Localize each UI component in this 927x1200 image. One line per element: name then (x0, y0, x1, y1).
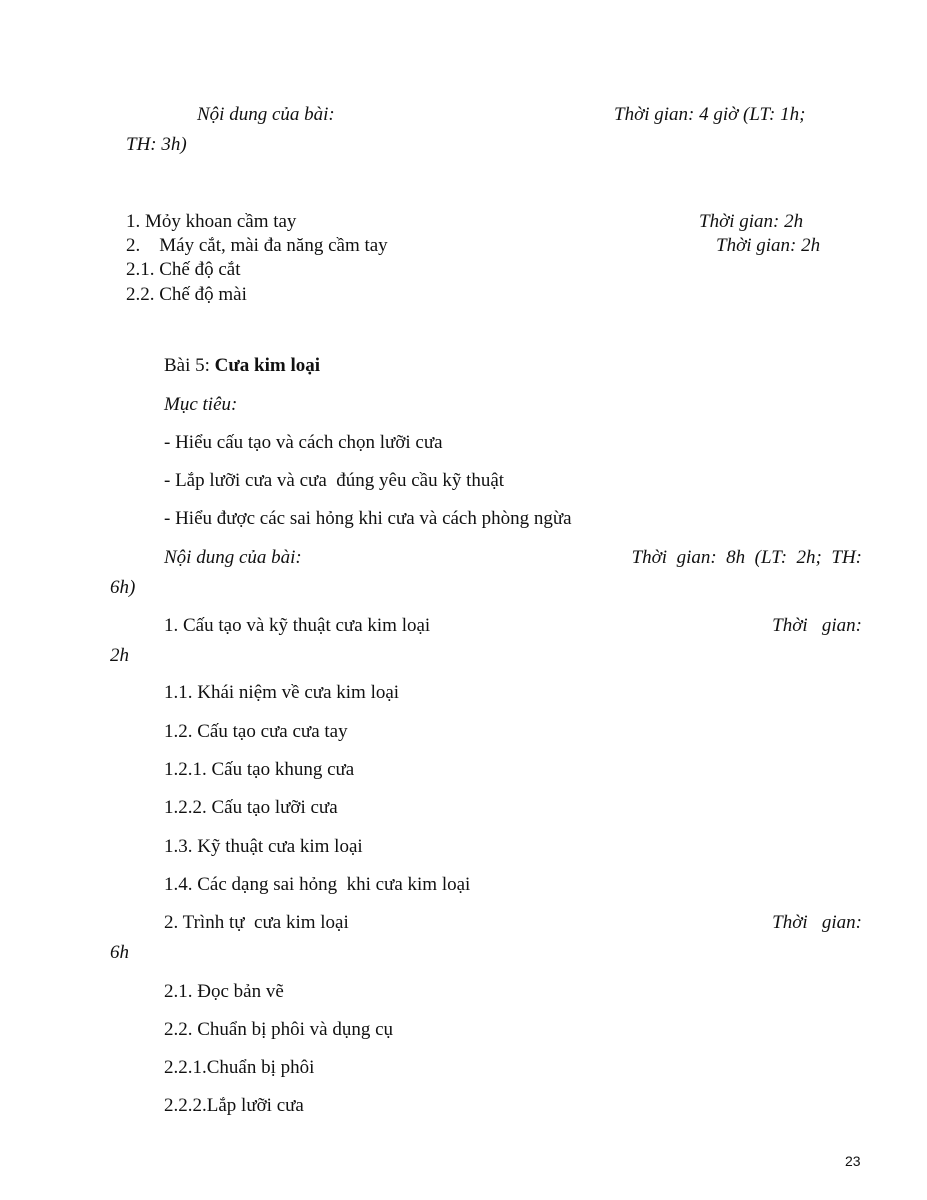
section1-time-cont: 2h (110, 645, 129, 666)
page-number: 23 (845, 1153, 861, 1169)
lesson4-time: Thời gian: 4 giờ (LT: 1h; (614, 104, 806, 125)
lesson4-item-time: Thời gian: 2h (699, 211, 804, 232)
section1-item: 1.2.1. Cấu tạo khung cưa (164, 759, 355, 780)
objective-item: - Lắp lưỡi cưa và cưa đúng yêu cầu kỹ thuật (164, 470, 505, 491)
lesson4-item-time: Thời gian: 2h (716, 235, 821, 256)
section1-item: 1.3. Kỹ thuật cưa kim loại (164, 836, 363, 857)
section1-item: 1.1. Khái niệm về cưa kim loại (164, 682, 400, 703)
lesson5-title-prefix: Bài 5: (164, 355, 215, 376)
lesson4-item: 2.2. Chế độ mài (126, 284, 247, 305)
objective-item: - Hiểu cấu tạo và cách chọn lưỡi cưa (164, 432, 443, 453)
section1-item: 1.4. Các dạng sai hỏng khi cưa kim loại (164, 874, 471, 895)
lesson5-title (164, 354, 320, 378)
section2-time: Thời gian: (772, 912, 862, 933)
lesson5-time-cont: 6h) (110, 577, 136, 598)
lesson4-time-cont: TH: 3h) (126, 134, 187, 155)
section1-item: 1.2.2. Cấu tạo lưỡi cưa (164, 797, 338, 818)
lesson5-time: Thời gian: 8h (LT: 2h; TH: (631, 547, 862, 568)
section2-item: 2.2.1.Chuẩn bị phôi (164, 1057, 315, 1078)
objectives-label: Mục tiêu: (164, 394, 238, 415)
lesson4-item: 2.1. Chế độ cắt (126, 259, 241, 280)
section1-time: Thời gian: (772, 615, 862, 636)
lesson4-item: 1. Mỏy khoan cầm tay (126, 211, 297, 232)
section1-heading: 1. Cấu tạo và kỹ thuật cưa kim loại (164, 615, 431, 636)
section2-heading: 2. Trình tự cưa kim loại (164, 912, 349, 933)
lesson4-item: 2. Máy cắt, mài đa năng cầm tay (126, 235, 388, 256)
section2-item: 2.2. Chuẩn bị phôi và dụng cụ (164, 1019, 394, 1040)
section1-item: 1.2. Cấu tạo cưa cưa tay (164, 721, 348, 742)
section2-item: 2.1. Đọc bản vẽ (164, 981, 284, 1002)
lesson4-content-heading: Nội dung của bài: (197, 104, 335, 125)
objective-item: - Hiểu được các sai hỏng khi cưa và cách phòng ngừa (164, 508, 572, 529)
section2-item: 2.2.2.Lắp lưỡi cưa (164, 1095, 304, 1116)
lesson5-title-text: Cưa kim loại (214, 355, 321, 376)
lesson5-content-heading: Nội dung của bài: (164, 547, 302, 568)
section2-time-cont: 6h (110, 942, 129, 963)
